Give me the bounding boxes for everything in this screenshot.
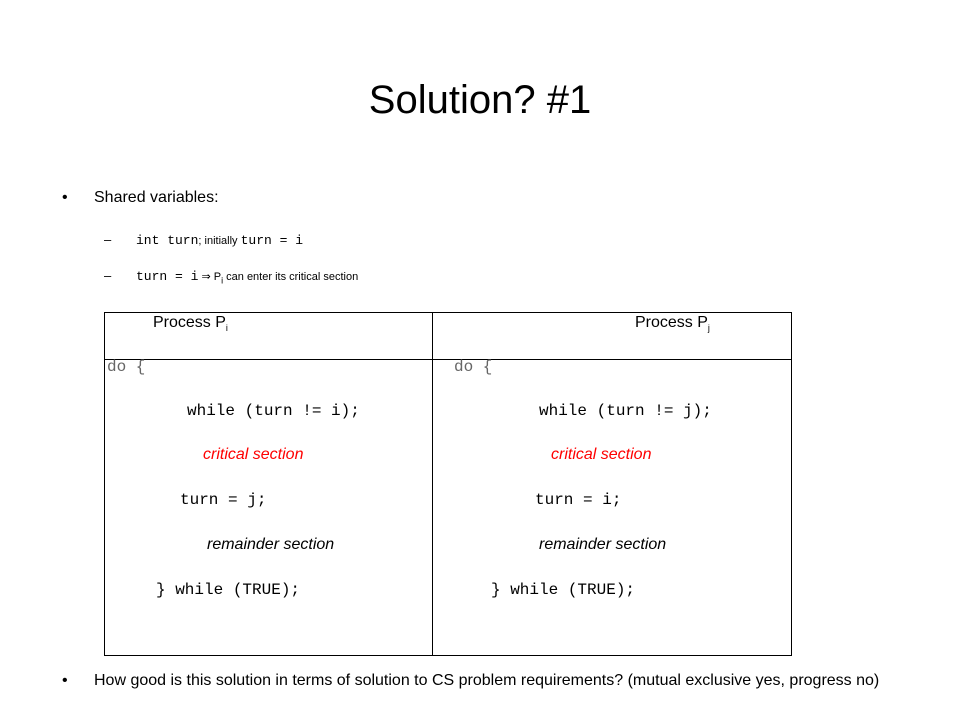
right-turn: turn = i; xyxy=(535,491,622,509)
dash: – xyxy=(104,268,112,283)
header-process-pj: Process $P_j$ xyxy=(635,314,710,334)
left-remainder-section: remainder section xyxy=(207,536,335,553)
sub-bullet-text xyxy=(136,267,358,290)
right-while: while (turn != j); xyxy=(539,402,712,420)
left-while: while (turn != i); xyxy=(187,402,360,420)
header-process-pi: Process $P_i$ xyxy=(153,314,228,334)
right-end-while: } while (TRUE); xyxy=(491,581,636,599)
bullet-dot: • xyxy=(62,672,68,689)
row-divider xyxy=(105,359,791,360)
code-turn-i: turn = i xyxy=(240,233,304,248)
left-end-while: } while (TRUE); xyxy=(156,581,301,599)
subscript-i: i xyxy=(221,275,224,286)
left-do: do { xyxy=(107,358,146,376)
implies-p: ⇒ P xyxy=(198,271,222,283)
left-critical-section: critical section xyxy=(203,446,304,463)
text-critical: can enter its critical section xyxy=(223,271,359,283)
bullet-text: How good is this solution in terms of solution to CS problem requirements? (mutual exclusive yes, progress no) xyxy=(94,672,880,689)
right-critical-section: critical section xyxy=(551,446,652,463)
code-int-turn: int turn xyxy=(136,233,199,248)
right-do: do { xyxy=(454,358,493,376)
slide-title: Solution? #1 xyxy=(368,78,592,122)
process-table xyxy=(104,312,792,656)
left-turn: turn = j; xyxy=(180,491,267,509)
right-remainder-section: remainder section xyxy=(539,536,667,553)
dash: – xyxy=(104,232,112,247)
bullet-dot: • xyxy=(62,189,68,206)
text-initially: ; initially xyxy=(198,235,241,247)
bullet-text: Shared variables: xyxy=(94,189,219,206)
column-divider xyxy=(432,313,433,655)
sub-bullet-text xyxy=(136,231,303,250)
code-turn-i: turn = i xyxy=(136,269,199,284)
